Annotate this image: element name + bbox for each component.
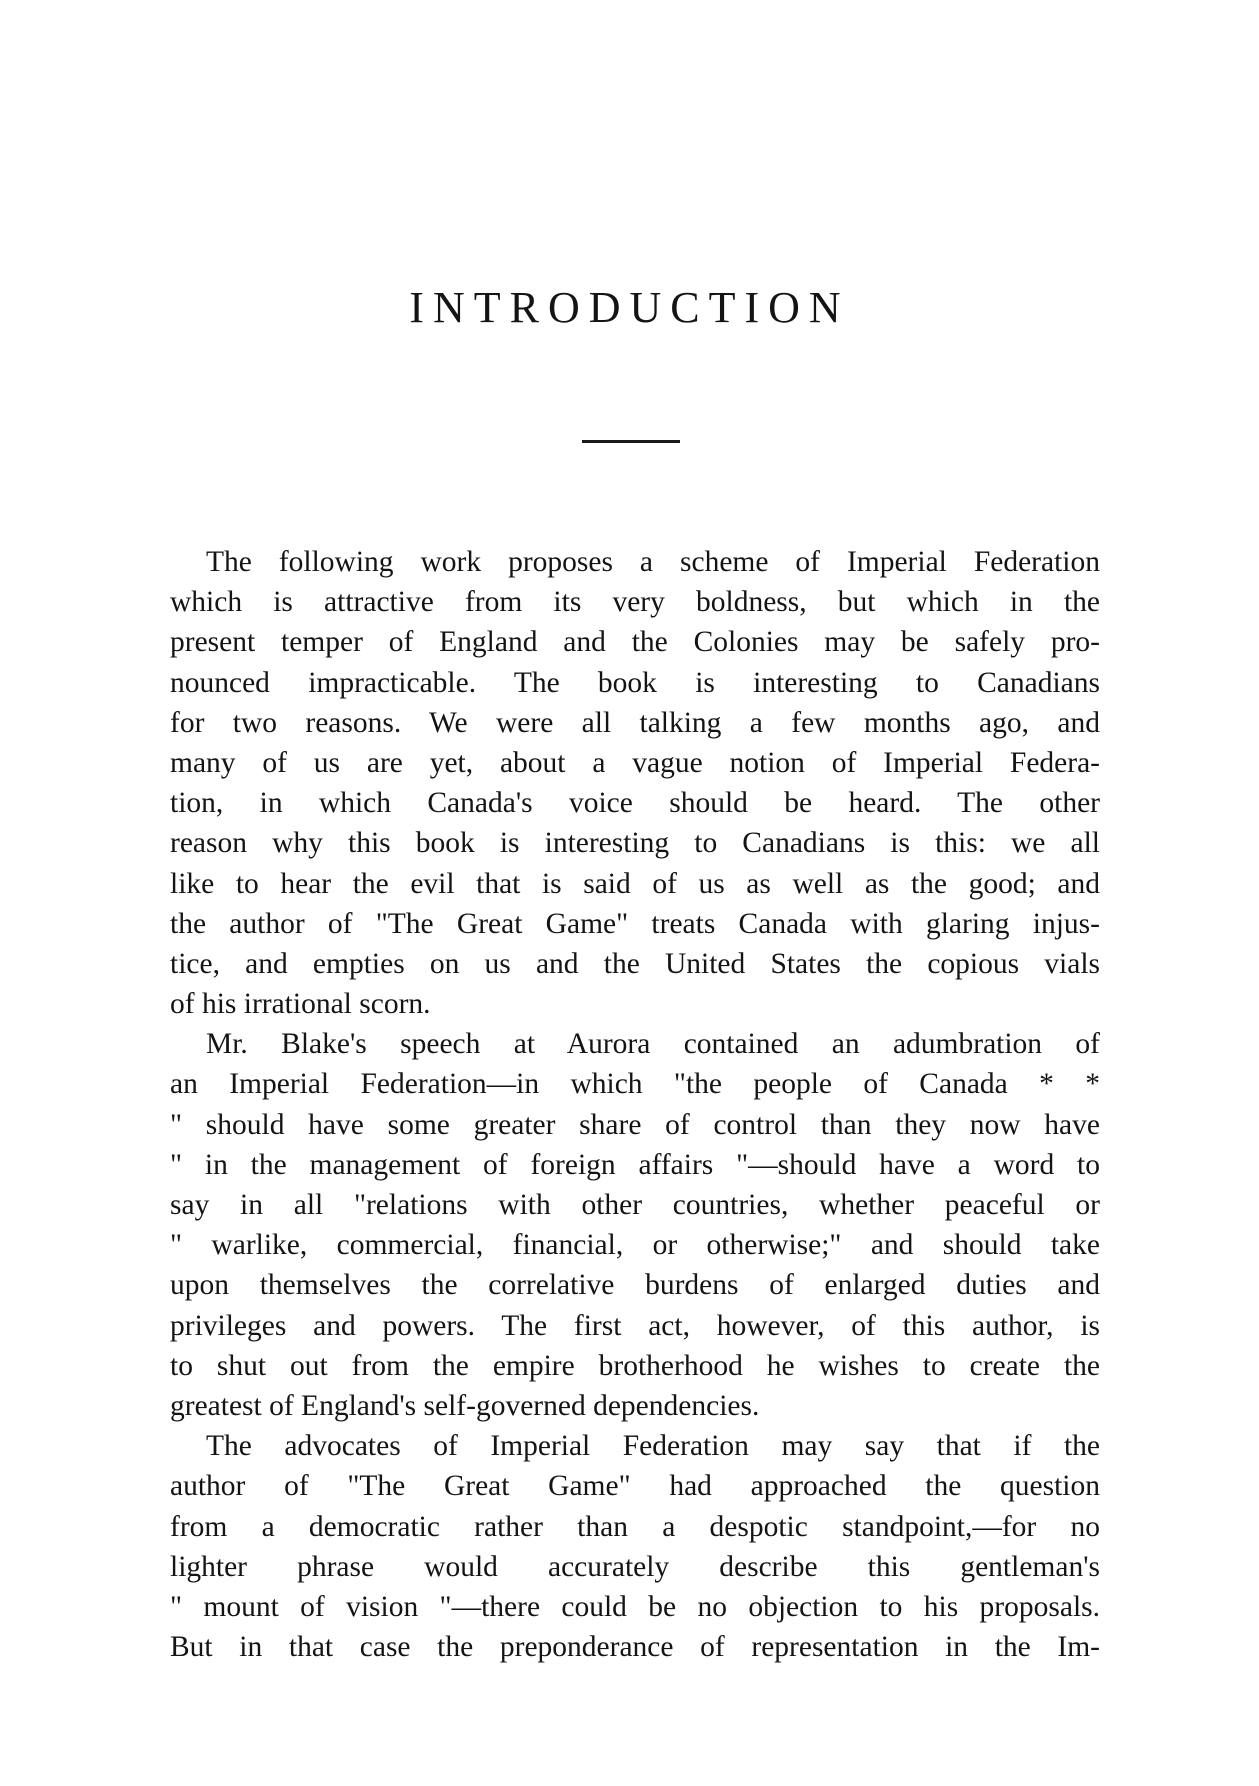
text-line: many of us are yet, about a vague notion of Imperial Federa- — [170, 746, 1100, 779]
text-line: nounced impracticable. The book is interesting to Canadians — [170, 666, 1100, 699]
text-line: privileges and powers. The first act, however, of this author, is — [170, 1309, 1100, 1342]
text-line: the author of "The Great Game" treats Canada with glaring injus- — [170, 907, 1100, 940]
title-divider — [582, 440, 680, 443]
text-line: greatest of England's self-governed dependencies. — [170, 1389, 760, 1422]
text-line: from a democratic rather than a despotic standpoint,—for no — [170, 1510, 1100, 1543]
text-line: The following work proposes a scheme of Imperial Federation — [206, 546, 1100, 578]
text-line: lighter phrase would accurately describe this gentleman's — [170, 1550, 1100, 1583]
text-line: tice, and empties on us and the United States the copious vials — [170, 947, 1100, 980]
text-line: tion, in which Canada's voice should be heard. The other — [170, 787, 1100, 820]
text-line: to shut out from the empire brotherhood he wishes to create the — [170, 1349, 1100, 1382]
text-line: like to hear the evil that is said of us as well as the good; and — [170, 867, 1100, 900]
text-line: upon themselves the correlative burdens of enlarged duties and — [170, 1269, 1100, 1302]
text-line: The advocates of Imperial Federation may say that if the — [206, 1430, 1100, 1463]
body-text — [170, 542, 1100, 1667]
chapter-title: INTRODUCTION — [409, 283, 850, 332]
text-line: " warlike, commercial, financial, or otherwise;" and should take — [170, 1229, 1100, 1262]
text-line: Mr. Blake's speech at Aurora contained an adumbration of — [206, 1028, 1100, 1061]
text-line: say in all "relations with other countries, whether peaceful or — [170, 1189, 1100, 1221]
text-line: which is attractive from its very boldness, but which in the — [170, 586, 1100, 619]
text-line: an Imperial Federation—in which "the people of Canada * * — [170, 1068, 1100, 1101]
text-line: " should have some greater share of control than they now have — [170, 1108, 1100, 1141]
text-line: present temper of England and the Colonies may be safely pro- — [170, 626, 1100, 659]
text-line: author of "The Great Game" had approached the question — [170, 1470, 1100, 1503]
text-line: of his irrational scorn. — [170, 988, 431, 1021]
text-line: " mount of vision "—there could be no objection to his proposals. — [170, 1590, 1100, 1623]
text-line: reason why this book is interesting to Canadians is this: we all — [170, 827, 1100, 860]
text-line: But in that case the preponderance of representation in the Im- — [170, 1631, 1100, 1664]
text-line: " in the management of foreign affairs "—should have a word to — [170, 1148, 1100, 1181]
text-line: for two reasons. We were all talking a few months ago, and — [170, 706, 1100, 739]
